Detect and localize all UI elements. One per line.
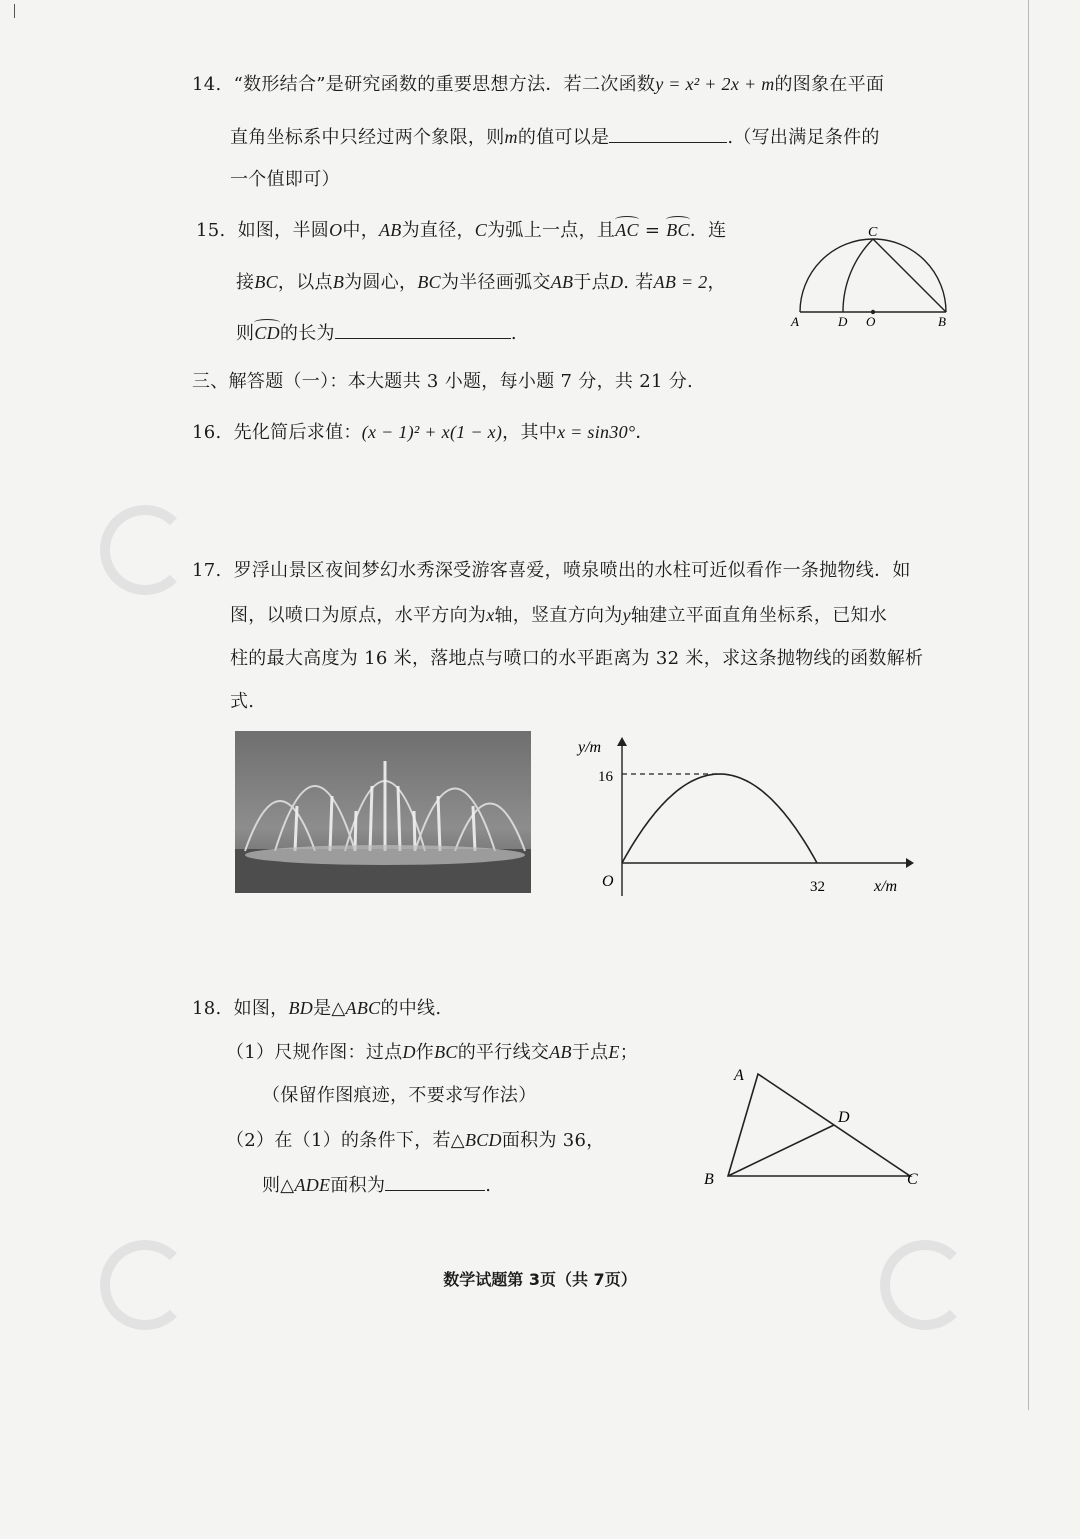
q15-line-3: 则CD的长为 . — [236, 320, 517, 346]
y-tick-label: 16 — [598, 769, 613, 785]
watermark — [100, 505, 190, 595]
arc-bc: BC — [666, 220, 690, 240]
watermark-logo-icon — [100, 505, 190, 595]
label-d: D — [838, 314, 848, 329]
page-edge-line — [1028, 0, 1029, 1410]
triangle-figure — [700, 1060, 930, 1190]
q18-part-1-note: （保留作图痕迹，不要求写作法） — [262, 1085, 537, 1106]
series-line-parabola — [622, 774, 817, 863]
label-d: D — [838, 1109, 850, 1126]
arc-cd-path — [843, 239, 873, 312]
q14-line-1: 14. “数形结合”是研究函数的重要思想方法．若二次函数y = x² + 2x + m的图象在平面 — [192, 74, 885, 95]
page-footer: 数学试题第 3页（共 7页） — [443, 1270, 637, 1289]
y-axis-arrow-icon — [617, 737, 627, 746]
chord-bc — [873, 239, 946, 312]
parabola-chart — [578, 734, 918, 899]
q14-line-2: 直角坐标系中只经过两个象限，则m的值可以是 .（写出满足条件的 — [230, 124, 880, 150]
q14-formula: y = x² + 2x + m — [655, 74, 775, 94]
q15-answer-blank[interactable] — [335, 320, 511, 339]
q16-expression: (x − 1)² + x(1 − x) — [361, 422, 503, 442]
arc-cd: CD — [254, 323, 280, 343]
q14-line-3: 一个值即可） — [230, 169, 340, 190]
label-o: O — [866, 314, 876, 329]
label-b: B — [704, 1171, 714, 1188]
q17-line-2: 图，以喷口为原点，水平方向为x轴，竖直方向为y轴建立平面直角坐标系，已知水 — [230, 605, 888, 626]
q15-line-1: 15. 如图，半圆O中，AB为直径，C为弧上一点，且AC = BC．连 — [196, 220, 727, 241]
q18-answer-blank[interactable] — [385, 1172, 485, 1191]
q18-part-2-cont: 则△ADE面积为 . — [262, 1172, 491, 1198]
label-c: C — [868, 225, 878, 240]
q15-line-2: 接BC，以点B为圆心，BC为半径画弧交AB于点D. 若AB = 2， — [236, 272, 726, 293]
section-3-title: 三、解答题（一）：本大题共 3 小题，每小题 7 分，共 21 分. — [192, 371, 694, 392]
scan-mark — [14, 4, 15, 18]
fountain-photo — [235, 731, 531, 893]
q18-part-2: （2）在（1）的条件下，若△BCD面积为 36， — [226, 1130, 605, 1151]
label-b: B — [938, 314, 946, 329]
label-c: C — [907, 1171, 918, 1188]
origin-label: O — [602, 873, 614, 890]
x-axis-arrow-icon — [906, 858, 914, 868]
label-a: A — [791, 314, 799, 329]
semicircle-figure — [788, 222, 953, 330]
q14-answer-blank[interactable] — [609, 124, 727, 143]
q17-line-4: 式. — [230, 691, 255, 712]
q16-line: 16. 先化简后求值：(x − 1)² + x(1 − x)，其中x = sin30°． — [192, 422, 654, 443]
triangle-abc — [728, 1074, 910, 1176]
q18-line-1: 18. 如图，BD是△ABC的中线. — [192, 998, 442, 1019]
label-a: A — [734, 1067, 744, 1084]
q18-part-1: （1）尺规作图：过点D作BC的平行线交AB于点E； — [226, 1042, 638, 1063]
q17-line-3: 柱的最大高度为 16 米，落地点与喷口的水平距离为 32 米，求这条抛物线的函数解析 — [230, 648, 924, 669]
semicircle-arc — [800, 239, 946, 312]
y-axis-label: y/m — [578, 739, 602, 756]
q17-line-1: 17. 罗浮山景区夜间梦幻水秀深受游客喜爱，喷泉喷出的水柱可近似看作一条抛物线．如 — [192, 560, 911, 581]
x-tick-label: 32 — [810, 879, 825, 895]
arc-ac: AC — [615, 220, 639, 240]
x-axis-label: x/m — [874, 878, 898, 895]
median-bd — [728, 1125, 834, 1176]
